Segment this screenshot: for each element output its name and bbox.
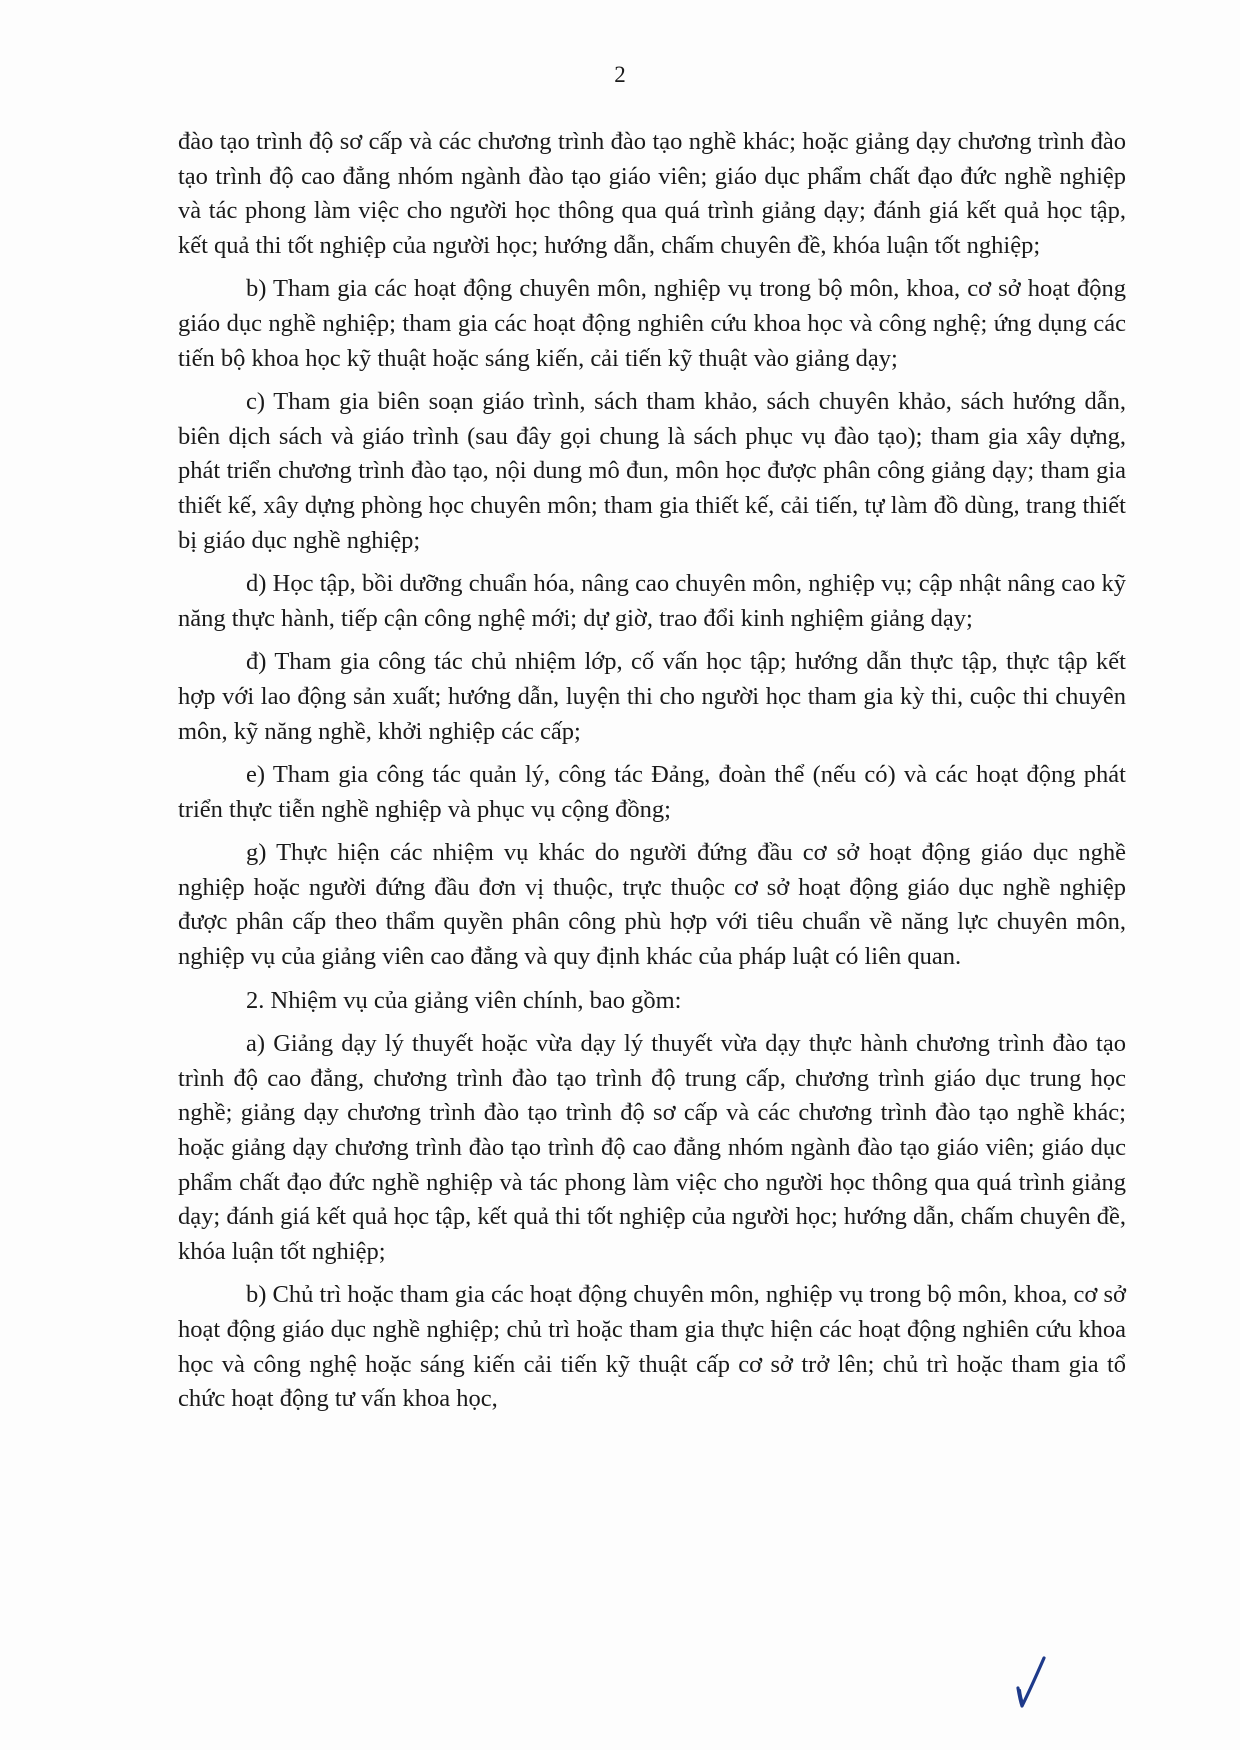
paragraph-item-d: d) Học tập, bồi dưỡng chuẩn hóa, nâng cao chuyên môn, nghiệp vụ; cập nhật nâng cao kỹ năng thực hành, tiếp cận công nghệ mới; dự giờ, trao đổi kinh nghiệm giảng dạy; (178, 570, 1126, 632)
paragraph-item-dd: đ) Tham gia công tác chủ nhiệm lớp, cố vấn học tập; hướng dẫn thực tập, thực tập kết hợp với lao động sản xuất; hướng dẫn, luyện thi cho người học tham gia kỳ thi, cuộc thi chuyên môn, kỹ năng nghề, khởi nghiệp các cấp; (178, 648, 1126, 745)
section-heading-2: 2. Nhiệm vụ của giảng viên chính, bao gồm: (246, 986, 682, 1014)
document-body (178, 125, 1126, 1426)
paragraph-item-b: b) Tham gia các hoạt động chuyên môn, nghiệp vụ trong bộ môn, khoa, cơ sở hoạt động giáo dục nghề nghiệp; tham gia các hoạt động nghiên cứu khoa học và công nghệ; ứng dụng các tiến bộ khoa học kỹ thuật hoặc sáng kiến, cải tiến kỹ thuật vào giảng dạy; (178, 275, 1126, 372)
paragraph-item-2b: b) Chủ trì hoặc tham gia các hoạt động chuyên môn, nghiệp vụ trong bộ môn, khoa, cơ sở hoạt động giáo dục nghề nghiệp; chủ trì hoặc tham gia thực hiện các hoạt động nghiên cứu khoa học và công nghệ hoặc sáng kiến cải tiến kỹ thuật cấp cơ sở trở lên; chủ trì hoặc tham gia tổ chức hoạt động tư vấn khoa học, (178, 1281, 1126, 1413)
initial-mark-icon (1010, 1650, 1050, 1710)
paragraph-item-g: g) Thực hiện các nhiệm vụ khác do người đứng đầu cơ sở hoạt động giáo dục nghề nghiệp hoặc người đứng đầu đơn vị thuộc, trực thuộc cơ sở hoạt động giáo dục nghề nghiệp được phân cấp theo thẩm quyền phân công phù hợp với tiêu chuẩn về năng lực chuyên môn, nghiệp vụ của giảng viên cao đẳng và quy định khác của pháp luật có liên quan. (178, 839, 1126, 971)
paragraph-continuation: đào tạo trình độ sơ cấp và các chương trình đào tạo nghề khác; hoặc giảng dạy chương trình đào tạo trình độ cao đẳng nhóm ngành đào tạo giáo viên; giáo dục phẩm chất đạo đức nghề nghiệp và tác phong làm việc cho người học thông qua quá trình giảng dạy; đánh giá kết quả học tập, kết quả thi tốt nghiệp của người học; hướng dẫn, chấm chuyên đề, khóa luận tốt nghiệp; (178, 128, 1126, 259)
paragraph-item-2a: a) Giảng dạy lý thuyết hoặc vừa dạy lý thuyết vừa dạy thực hành chương trình đào tạo trình độ cao đẳng, chương trình đào tạo trình độ trung cấp, chương trình giáo dục trung học nghề; giảng dạy chương trình đào tạo trình độ sơ cấp và các chương trình đào tạo nghề khác; hoặc giảng dạy chương trình đào tạo trình độ cao đẳng nhóm ngành đào tạo giáo viên; giáo dục phẩm chất đạo đức nghề nghiệp và tác phong làm việc cho người học thông qua quá trình giảng dạy; đánh giá kết quả học tập, kết quả thi tốt nghiệp của người học; hướng dẫn, chấm chuyên đề, khóa luận tốt nghiệp; (178, 1030, 1126, 1265)
paragraph-item-c: c) Tham gia biên soạn giáo trình, sách tham khảo, sách chuyên khảo, sách hướng dẫn, biên dịch sách và giáo trình (sau đây gọi chung là sách phục vụ đào tạo); tham gia xây dựng, phát triển chương trình đào tạo, nội dung mô đun, môn học được phân công giảng dạy; tham gia thiết kế, xây dựng phòng học chuyên môn; tham gia thiết kế, cải tiến, tự làm đồ dùng, trang thiết bị giáo dục nghề nghiệp; (178, 388, 1126, 554)
paragraph-item-e: e) Tham gia công tác quản lý, công tác Đảng, đoàn thể (nếu có) và các hoạt động phát triển thực tiễn nghề nghiệp và phục vụ cộng đồng; (178, 761, 1126, 823)
page-number: 2 (614, 62, 626, 87)
